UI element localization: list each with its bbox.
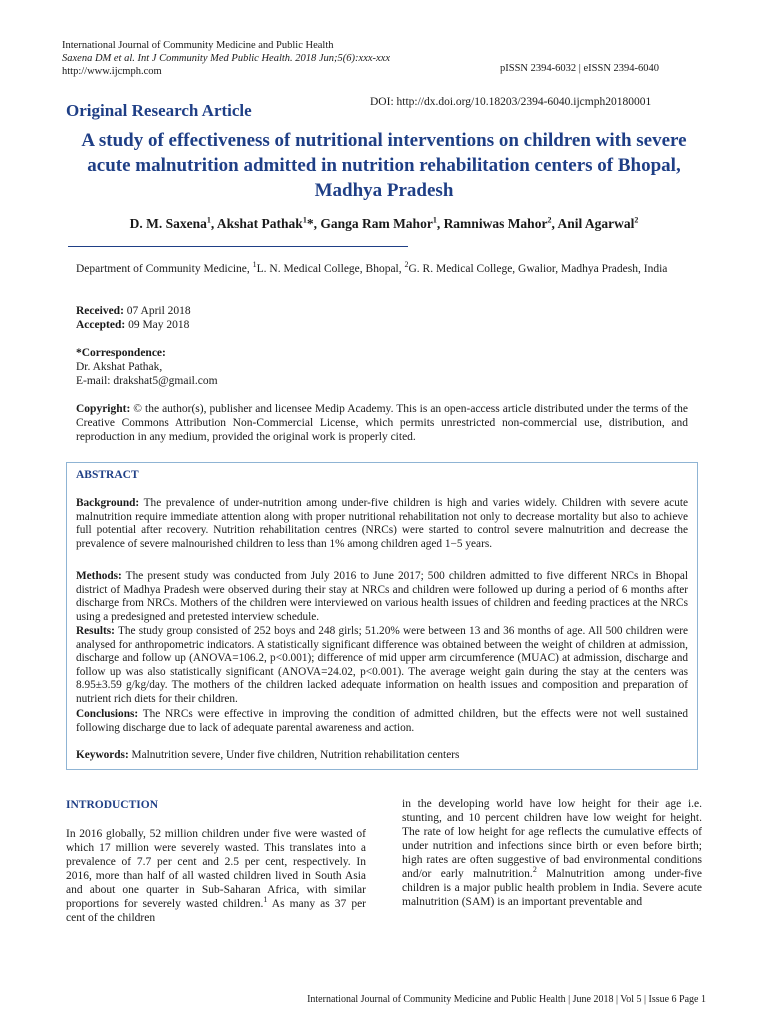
article-type: Original Research Article [66, 101, 252, 120]
affiliation: Department of Community Medicine, $^1$L. N. Medical College, Bhopal, $^2$G. R. Medical College, Gwalior, Madhya Pradesh, India [76, 260, 668, 275]
citation-line: Saxena DM et al. Int J Community Med Public Health. 2018 Jun;5(6):xxx-xxx [62, 53, 391, 64]
abstract-keywords: Keywords: Malnutrition severe, Under five children, Nutrition rehabilitation centers [76, 749, 460, 761]
abstract-methods: Methods: The present study was conducted from July 2016 to June 2017; 500 children admitted to five different NRCs in Bhopal district of Madhya Pradesh were observed during their stay at NRCs and children were followed up during a period of 6 months after discharge from NRCs. Mothers of the children were interviewed on various health issues of children and feeding practices at the NRCs using a predesigned and pretested interview schedule. [76, 570, 688, 623]
copyright-notice: Copyright: © the author(s), publisher and licensee Medip Academy. This is an open-access article distributed under the terms of the Creative Commons Attribution Non-Commercial License, which permits unrestricted non-commercial use, distribution, and reproduction in any medium, provided the original work is properly cited. [76, 403, 688, 443]
author-list [40, 216, 728, 232]
introduction-heading: INTRODUCTION [66, 799, 159, 811]
issn: pISSN 2394-6032 | eISSN 2394-6040 [500, 63, 660, 74]
journal-name: International Journal of Community Medicine and Public Health [62, 40, 334, 51]
correspondence-email[interactable]: E-mail: drakshat5@gmail.com [76, 375, 218, 387]
page-footer: International Journal of Community Medicine and Public Health | June 2018 | Vol 5 | Issue 6 Page 1 [307, 994, 706, 1005]
journal-url[interactable]: http://www.ijcmph.com [62, 66, 162, 77]
author: Anil Agarwal$^2$ [557, 215, 639, 231]
author: D. M. Saxena$^1$, [129, 215, 217, 231]
title-divider [68, 246, 408, 247]
abstract-results: Results: The study group consisted of 252 boys and 248 girls; 51.20% were between 13 and 36 months of age. All 500 children were analysed for anthropometric indicators. A statistically significant difference was obtained between the weight of children at admission, discharge and follow up (ANOVA=106.2, p<0.001); difference of mid upper arm circumference (MUAC) at admission, discharge and follow up was also statistically significant (ANOVA=24.02, p<0.001). The average weight gain during the stay at the centers was 8.95±3.59 g/kg/day. The mothers of the children lacked adequate information on health issues and composition and preparation of nutrient rich diets for their children. [76, 625, 688, 705]
correspondence-name: Dr. Akshat Pathak, [76, 361, 163, 373]
abstract-background: Background: The prevalence of under-nutrition among under-five children is high and varies widely. Children with severe acute malnutrition require immediate attention along with proper nutritional rehabilitation not only to decrease mortality but also to achieve full potential after recovery. Nutrition rehabilitation centres (NRCs) were started to control severe malnutrition and decrease the prevalence of severe malnourished children to less than 1% among children aged 1−5 years. [76, 497, 688, 550]
doi[interactable]: DOI: http://dx.doi.org/10.18203/2394-6040.ijcmph20180001 [370, 96, 652, 108]
correspondence-label: *Correspondence: [76, 347, 166, 359]
introduction-right-column: in the developing world have low height for their age i.e. stunting, and 10 percent children have low weight for height. The rate of low height for age reflects the cumulative effects of under nutrition and infections since birth or even before birth; high rates are often suggestive of bad environmental conditions and/or early malnutrition.$^2$ Malnutrition among under-five children is a major public health problem in India. Severe acute malnutrition (SAM) is an important preventable and [402, 798, 702, 908]
author: Akshat Pathak$^1$*, [216, 215, 321, 231]
received-date: Received: 07 April 2018 [76, 305, 191, 317]
author: Ramniwas Mahor$^2$, [443, 215, 558, 231]
abstract-conclusions: Conclusions: The NRCs were effective in improving the condition of admitted children, but the effects were not well sustained following discharge due to lack of adequate parental awareness and action. [76, 708, 688, 734]
abstract-heading: ABSTRACT [76, 469, 139, 481]
accepted-date: Accepted: 09 May 2018 [76, 319, 190, 331]
author: Ganga Ram Mahor$^1$, [320, 215, 444, 231]
introduction-left-column: In 2016 globally, 52 million children under five were wasted of which 17 million were severely wasted. This translates into a prevalence of 7.7 per cent and 2.5 per cent, respectively. In 2016, more than half of all wasted children lived in South Asia and about one quarter in Sub-Saharan Africa, with similar proportions for severely wasted children.$^1$ As many as 37 per cent of the children [66, 828, 366, 924]
article-title: A study of effectiveness of nutritional interventions on children with severe acute malnutrition admitted in nutrition rehabilitation centers of Bhopal, Madhya Pradesh [81, 130, 687, 201]
